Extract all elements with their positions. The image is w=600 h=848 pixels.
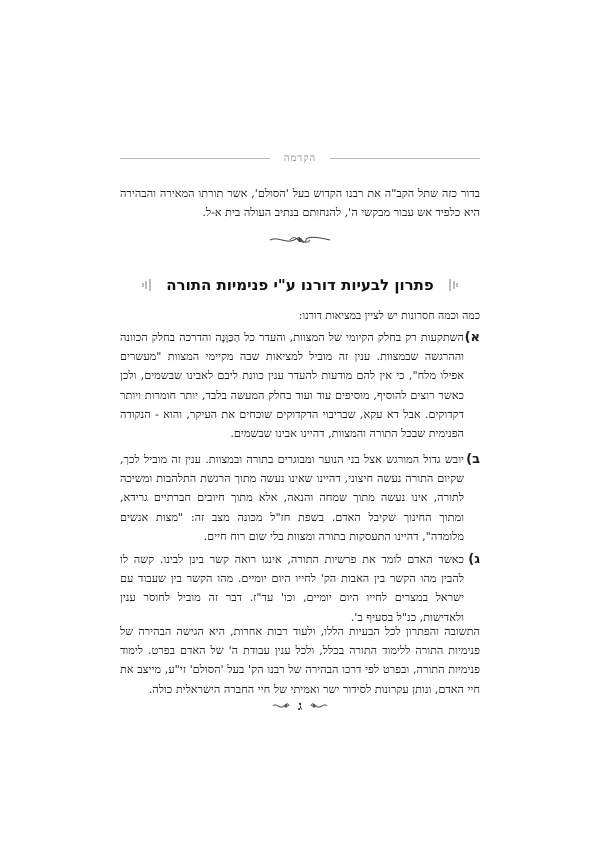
running-header bbox=[120, 146, 480, 170]
item-marker: ב) bbox=[466, 452, 480, 467]
item-marker: ג) bbox=[468, 552, 480, 567]
item-text: השתקעות רק בחלק הקיומי של המצוות, והעדר כל הַכַּוָּנָה והדרכה בחלק הכוונה וההרגשה שבמצוות. ענין זה מוביל למציאות שבה מקיימי המצוות "מעשרים אפילו מלח", כי אין להם מודעות להעדר ענין כוונת ליבם לאבינו שבשמים, ולכן כאשר רוצים להוסיף, מוסיפים עוד ועוד בחלק המעשה בלבד, יותר חומרות ויותר דקדוקים. אבל דא עקא, שבריבוי הדקדוקים שוכחים את העיקר, והוא - הנקודה הפנימית שבכל התורה והמצוות, דהיינו אבינו שבשמים. bbox=[120, 331, 464, 441]
closing-paragraph: התשובה והפתרון לכל הבעיות הללו, ולעוד רבות אחרות, היא הגישה הבהירה של פנימיות התורה ללימוד התורה בכלל, ולכל ענין עבודת ה' של האדם בפרט. לימוד פנימיות התורה, ובפרט לפי דרכו הבהירה של רבנו הק' בעל 'הסולם' זי"ע, מייצב את חיי האדם, ונותן עקרונות לסידור ישר ואמיתי של חיי החברה הישראלית כולה. bbox=[120, 625, 480, 696]
item-text: יובש גדול המורגש אצל בני הנוער ומבוגרים בתורה ובמצוות. ענין זה מוביל לכך, שקיום התורה נעשה חיצוני, דהיינו שאינו נעשה מתוך הרגשת התלהבות ומשיכה לתורה, אינו נעשה מתוך שמחה והנאה, אלא מתוך חיובים חברתיים גרידא, ומתוך החינוך שקיבל האדם. בשפת חז"ל מכונה מצב זה: "מצות אנשים מלומדה", דהיינו התעסקות בתורה ומצוות בלי שום רוח חיים. bbox=[120, 453, 464, 543]
folio-ornament-right-icon bbox=[272, 701, 290, 711]
section-lead: כמה וכמה חסרונות יש לציין במציאות דורנו: bbox=[298, 309, 480, 322]
folio-ornament-left-icon bbox=[310, 701, 328, 711]
heading-ornament-right-icon bbox=[446, 278, 460, 292]
list-item bbox=[120, 328, 480, 443]
flourish-divider-icon bbox=[268, 234, 332, 246]
header-rule-left bbox=[120, 158, 270, 159]
intro-paragraph: בדור כזה שתל הקב"ה את רבנו הקדוש בעל 'הסולם', אשר תורתו המאירה והבהירה היא כלפיד אש עבור מבקשי ה', להנחותם בנתיב העולה בית א-ל. bbox=[120, 187, 480, 220]
list-item bbox=[120, 550, 480, 627]
header-rule-right bbox=[330, 158, 480, 159]
section-title: פתרון לבעיות דורנו ע"י פנימיות התורה bbox=[166, 276, 434, 294]
list-item bbox=[120, 450, 480, 546]
item-text: כאשר האדם לומד את פרשיות התורה, אינגו רואה קשר בינן לבינו. קשה לו להבין מהו הקשר בין האבות הק' לחייו היום יומיים. מהו הקשר בין שעבוד עם ישראל במצרים לחייו היום יומיים, וכו' עד"ז. דבר זה מוביל לחוסר ענין ולאדישות, כנ"ל בסעיף ב'. bbox=[120, 553, 464, 624]
heading-ornament-left-icon bbox=[140, 278, 154, 292]
section-heading bbox=[120, 276, 480, 294]
running-title: הקדמה bbox=[283, 152, 317, 164]
item-marker: א) bbox=[464, 330, 480, 345]
page-number: ג bbox=[297, 699, 303, 714]
page-number-footer bbox=[250, 696, 350, 716]
